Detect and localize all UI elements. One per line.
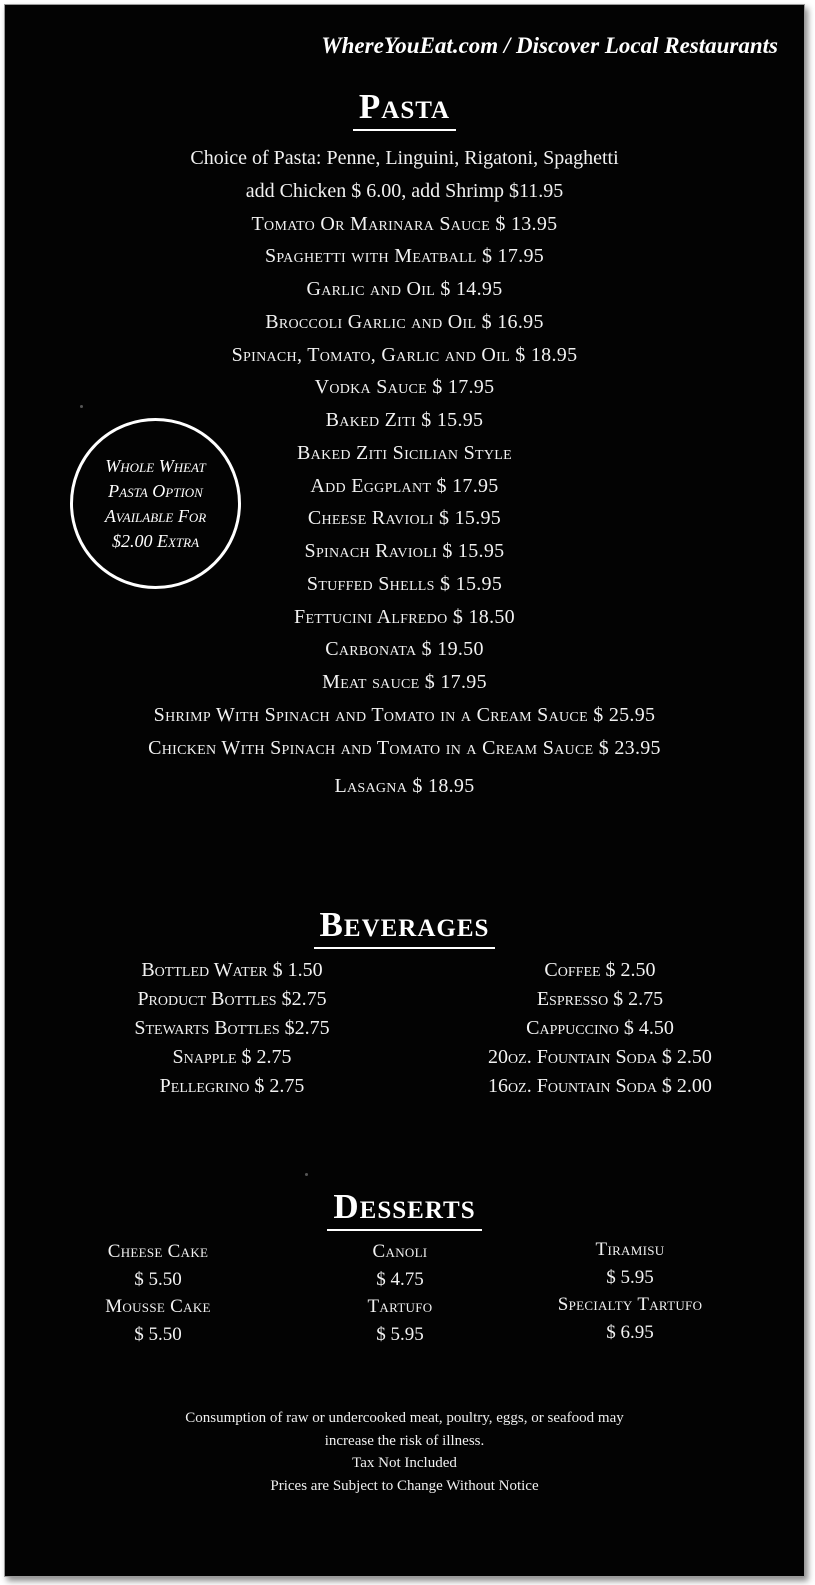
health-warning: Consumption of raw or undercooked meat, poultry, eggs, or seafood may xyxy=(185,1410,624,1426)
badge-line: Available For xyxy=(104,505,207,526)
dessert-price: $ 4.75 xyxy=(376,1268,424,1290)
badge-line: Whole Wheat xyxy=(105,455,206,476)
dessert-price: $ 5.50 xyxy=(134,1323,182,1345)
pasta-item: Add Eggplant $ 17.95 xyxy=(310,474,499,497)
dessert-name: Tiramisu xyxy=(595,1239,665,1260)
pasta-item: Baked Ziti $ 15.95 xyxy=(325,409,484,431)
pasta-item: Spaghetti with Meatball $ 17.95 xyxy=(264,245,545,268)
site-watermark: WhereYouEat.com / Discover Local Restaurants xyxy=(321,33,778,58)
pasta-item: Broccoli Garlic and Oil $ 16.95 xyxy=(265,310,544,333)
menu-footer xyxy=(5,1407,804,1497)
pasta-item: Spinach Ravioli $ 15.95 xyxy=(304,540,505,562)
pasta-item: Tomato Or Marinara Sauce $ 13.95 xyxy=(251,212,558,235)
dessert-name: Specialty Tartufo xyxy=(557,1294,703,1315)
pasta-item: Stuffed Shells $ 15.95 xyxy=(306,572,503,595)
dessert-name: Tartufo xyxy=(367,1296,433,1317)
beverage-item: Coffee $ 2.50 xyxy=(544,959,656,981)
beverage-item: Stewarts Bottles $2.75 xyxy=(134,1017,330,1039)
desserts-section-title xyxy=(5,1189,804,1231)
beverages-right-column xyxy=(430,956,770,1101)
beverages-section-title xyxy=(5,907,804,949)
pasta-item: Vodka Sauce $ 17.95 xyxy=(314,376,495,399)
scan-speck xyxy=(305,1173,308,1176)
beverage-item: Pellegrino $ 2.75 xyxy=(159,1075,305,1097)
pasta-item-lasagna: Lasagna $ 18.95 xyxy=(334,775,475,798)
beverage-item: 20oz. Fountain Soda $ 2.50 xyxy=(488,1046,712,1068)
scan-speck xyxy=(80,405,83,408)
pasta-item: Baked Ziti Sicilian Style xyxy=(297,441,512,464)
desserts-heading: Desserts xyxy=(327,1189,481,1231)
pasta-heading: Pasta xyxy=(353,89,456,131)
pasta-item: Fettucini Alfredo $ 18.50 xyxy=(294,605,515,628)
pasta-section-title xyxy=(5,89,804,131)
pasta-intro: Choice of Pasta: Penne, Linguini, Rigatoni, Spaghetti xyxy=(190,147,619,169)
dessert-price: $ 5.50 xyxy=(134,1268,182,1290)
dessert-price: $ 5.95 xyxy=(606,1266,654,1288)
whole-wheat-badge xyxy=(70,418,241,589)
menu-page xyxy=(4,4,805,1577)
dessert-name: Canoli xyxy=(372,1241,428,1262)
beverage-item: Espresso $ 2.75 xyxy=(536,988,664,1010)
beverage-item: 16oz. Fountain Soda $ 2.00 xyxy=(488,1075,712,1097)
desserts-column-2 xyxy=(305,1238,495,1348)
beverage-item: Cappuccino $ 4.50 xyxy=(526,1017,674,1039)
pasta-item: Chicken With Spinach and Tomato in a Cream Sauce $ 23.95 xyxy=(148,736,661,759)
pasta-item: Shrimp With Spinach and Tomato in a Cream Sauce $ 25.95 xyxy=(153,703,656,726)
desserts-column-3 xyxy=(510,1236,750,1346)
badge-line: $2.00 Extra xyxy=(111,530,200,551)
pasta-item: Garlic and Oil $ 14.95 xyxy=(306,278,503,300)
health-warning-cont: increase the risk of illness. xyxy=(324,1432,485,1449)
pasta-item: Carbonata $ 19.50 xyxy=(325,638,484,661)
price-note: Prices are Subject to Change Without Notice xyxy=(270,1477,539,1494)
beverage-item: Bottled Water $ 1.50 xyxy=(141,959,323,981)
dessert-name: Mousse Cake xyxy=(105,1296,211,1317)
beverages-left-column xyxy=(67,956,397,1101)
beverage-item: Snapple $ 2.75 xyxy=(172,1046,292,1068)
dessert-name: Cheese Cake xyxy=(107,1241,209,1262)
pasta-item: Cheese Ravioli $ 15.95 xyxy=(307,507,502,530)
pasta-item: Meat sauce $ 17.95 xyxy=(322,671,487,693)
pasta-addons: add Chicken $ 6.00, add Shrimp $11.95 xyxy=(245,179,564,202)
dessert-price: $ 5.95 xyxy=(376,1323,424,1345)
desserts-column-1 xyxy=(63,1238,253,1348)
beverages-heading: Beverages xyxy=(314,907,496,949)
pasta-item: Spinach, Tomato, Garlic and Oil $ 18.95 xyxy=(231,343,578,366)
badge-line: Pasta Option xyxy=(108,480,203,501)
dessert-price: $ 6.95 xyxy=(606,1321,654,1343)
tax-note: Tax Not Included xyxy=(352,1455,457,1471)
beverage-item: Product Bottles $2.75 xyxy=(137,988,327,1010)
